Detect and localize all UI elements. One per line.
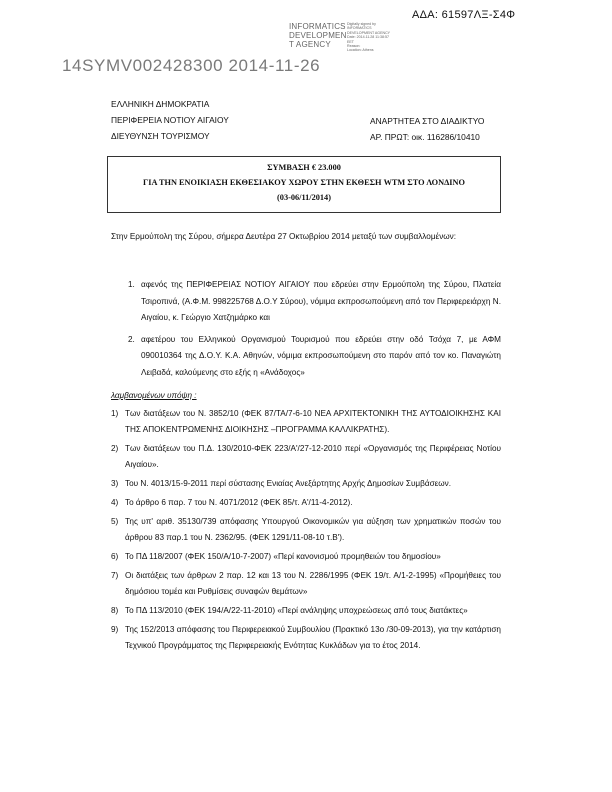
consideration-text: Το ΠΔ 118/2007 (ΦΕΚ 150/Α/10-7-2007) «Περί κανονισμού προμηθειών του δημοσίου» [125, 552, 441, 561]
contract-subject: ΓΙΑ ΤΗΝ ΕΝΟΙΚΙΑΣΗ ΕΚΘΕΣΙΑΚΟΥ ΧΩΡΟΥ ΣΤΗΝ ΕΚΘΕΣΗ WTM ΣΤΟ ΛΟΝΔΙΝΟ [143, 178, 465, 187]
issuer-country: ΕΛΛΗΝΙΚΗ ΔΗΜΟΚΡΑΤΙΑ [111, 99, 210, 109]
party-text: αφενός της ΠΕΡΙΦΕΡΕΙΑΣ ΝΟΤΙΟΥ ΑΙΓΑΙΟΥ που εδρεύει στην Ερμούπολη της Σύρου, Πλατεία Τσιροπινά, (Α.Φ.Μ. 998225768 Δ.Ο.Υ Σύρου), νόμιμα εκπροσωπούμενη από τον Περιφερειάρχη Ν. Αιγαίου, κ. Γεώργιο Χατζημάρκο και [141, 280, 501, 322]
consideration-item [111, 568, 501, 600]
consideration-item [111, 406, 501, 438]
sig-line: Location: Athens [347, 48, 374, 53]
contract-amount: ΣΥΜΒΑΣΗ € 23.000 [267, 163, 341, 172]
party-item [111, 332, 501, 382]
consideration-number: 9) [111, 625, 119, 634]
consideration-number: 2) [111, 444, 119, 453]
contract-dates: (03-06/11/2014) [277, 193, 331, 202]
intro-paragraph [111, 229, 500, 246]
consideration-number: 8) [111, 606, 119, 615]
consideration-number: 7) [111, 571, 119, 580]
consideration-item [111, 495, 501, 511]
parties-list [111, 277, 501, 386]
issuer-directorate: ΔΙΕΥΘΥΝΣΗ ΤΟΥΡΙΣΜΟΥ [111, 131, 210, 141]
consideration-text: Το ΠΔ 113/2010 (ΦΕΚ 194/Α/22-11-2010) «Περί ανάληψης υποχρεώσεως από τους διατάκτες» [125, 606, 468, 615]
party-item [111, 277, 501, 327]
party-number: 1. [128, 280, 135, 289]
consideration-text: Των διατάξεων του Π.Δ. 130/2010-ΦΕΚ 223/Α'/27-12-2010 περί «Οργανισμός της Περιφέρειας Νοτίου Αιγαίου». [125, 444, 501, 469]
sig-line: DEVELOPMENT AGENCY [347, 30, 391, 35]
consideration-item [111, 441, 501, 473]
consideration-text: Το άρθρο 6 παρ. 7 του Ν. 4071/2012 (ΦΕΚ 85/τ. Α'/11-4-2012). [125, 498, 353, 507]
consideration-text: Οι διατάξεις των άρθρων 2 παρ. 12 και 13 του Ν. 2286/1995 (ΦΕΚ 19/τ. Α/1-2-1995) «Προμήθειες του δημόσιου τομέα και Ρυθμίσεις συναφών θεμάτων» [125, 571, 501, 596]
signing-organization [289, 22, 347, 49]
sig-line: Date: 2014.11.28 11:38:57 [347, 35, 390, 40]
intro-text: Στην Ερμούπολη της Σύρου, σήμερα Δευτέρα 27 Οκτωβρίου 2014 μεταξύ των συμβαλλομένων: [111, 232, 457, 241]
sig-line: Reason: [347, 44, 361, 49]
protocol-header [370, 113, 484, 145]
consideration-item [111, 622, 501, 654]
contract-title-box [107, 156, 501, 213]
sig-line: INFORMATICS [347, 26, 372, 31]
publication-note: ΑΝΑΡΤΗΤΕΑ ΣΤΟ ΔΙΑΔΙΚΤΥΟ [370, 116, 485, 126]
digital-signature-details [347, 22, 407, 53]
document-watermark-id: 14SYMV002428300 2014-11-26 [62, 56, 321, 75]
considerations-heading: λαμβανομένων υπόψη : [111, 391, 197, 400]
stamp-line: DEVELOPMEN [289, 31, 347, 40]
stamp-line: INFORMATICS [289, 22, 346, 31]
consideration-text: Της υπ' αριθ. 35130/739 απόφασης Υπουργού Οικονομικών για αύξηση των χρηματικών ποσών του άρθρου 83 παρ.1 του Ν. 2362/95. (ΦΕΚ 1291/11-08-10 τ.Β'). [125, 517, 501, 542]
issuer-region: ΠΕΡΙΦΕΡΕΙΑ ΝΟΤΙΟΥ ΑΙΓΑΙΟΥ [111, 115, 229, 125]
consideration-number: 4) [111, 498, 119, 507]
consideration-number: 3) [111, 479, 119, 488]
consideration-text: Της 152/2013 απόφασης του Περιφερειακού Συμβουλίου (Πρακτικό 13ο /30-09-2013), για την κατάρτιση Τεχνικού Προγράμματος της Περιφερειακής Ενότητας Κυκλάδων για το έτος 2014. [125, 625, 501, 650]
sig-line: Digitally signed by [347, 22, 376, 26]
protocol-number: ΑΡ. ΠΡΩΤ: οικ. 116286/10410 [370, 132, 480, 142]
considerations-list [111, 406, 501, 657]
consideration-text: Των διατάξεων του Ν. 3852/10 (ΦΕΚ 87/ΤΑ/7-6-10 ΝΕΑ ΑΡΧΙΤΕΚΤΟΝΙΚΗ ΤΗΣ ΑΥΤΟΔΙΟΙΚΗΣΗΣ ΚΑΙ ΤΗΣ ΑΠΟΚΕΝΤΡΩΜΕΝΗΣ ΔΙΟΙΚΗΣΗΣ –ΠΡΟΓΡΑΜΜΑ ΚΑΛΛΙΚΡΑΤΗΣ). [125, 409, 501, 434]
consideration-number: 5) [111, 517, 119, 526]
consideration-item [111, 514, 501, 546]
consideration-text: Του Ν. 4013/15-9-2011 περί σύστασης Ενιαίας Ανεξάρτητης Αρχής Δημοσίων Συμβάσεων. [125, 479, 452, 488]
consideration-item [111, 476, 501, 492]
stamp-line: T AGENCY [289, 40, 331, 49]
consideration-number: 6) [111, 552, 119, 561]
ada-code: ΑΔΑ: 61597ΛΞ-Σ4Φ [412, 9, 516, 21]
consideration-number: 1) [111, 409, 119, 418]
sig-line: EET [347, 39, 354, 44]
issuer-header [111, 96, 229, 144]
party-text: αφετέρου του Ελληνικού Οργανισμού Τουρισμού που εδρεύει στην οδό Τσόχα 7, με ΑΦΜ 090010364 της Δ.Ο.Υ. Κ.Α. Αθηνών, νόμιμα εκπροσωπούμενη στο παρόν από τον κο. Παναγιώτη Λειβαδά, καλούμενης στο εξής η «Ανάδοχος» [141, 334, 501, 377]
consideration-item [111, 549, 501, 565]
consideration-item [111, 603, 501, 619]
party-number: 2. [128, 334, 135, 344]
